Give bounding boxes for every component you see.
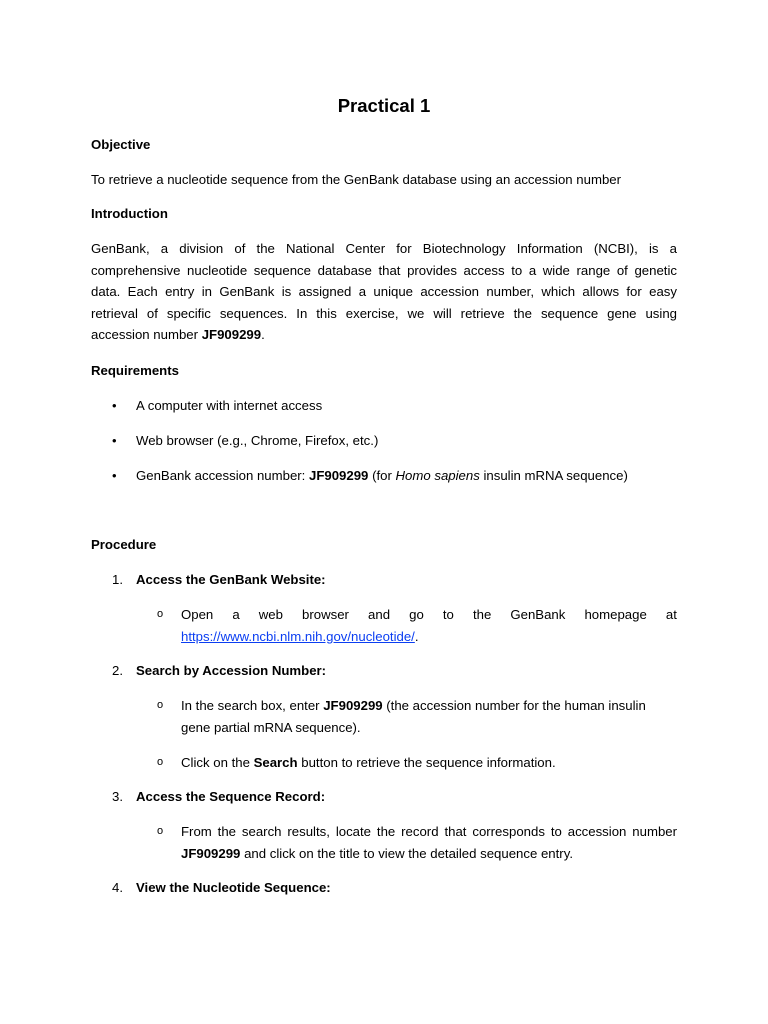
word: GenBank — [510, 607, 566, 622]
step-title: View the Nucleotide Sequence: — [136, 880, 331, 895]
introduction-line — [91, 324, 677, 346]
introduction-line: comprehensive nucleotide sequence database that provides access to a wide range of genetic — [91, 262, 677, 278]
sub-bullet-icon: o — [157, 608, 164, 620]
step-number: 3. — [112, 789, 123, 804]
word: the — [472, 607, 492, 622]
bullet-icon: • — [112, 433, 117, 448]
word: go — [409, 607, 424, 622]
period: . — [414, 628, 419, 644]
instruction-line: From the search results, locate the record that corresponds to accession number — [181, 824, 677, 839]
step-number: 2. — [112, 663, 123, 678]
step-title: Access the Sequence Record: — [136, 789, 326, 804]
accession-prefix: accession number — [91, 327, 202, 343]
page-title: Practical 1 — [337, 95, 431, 116]
word: web — [258, 607, 283, 622]
requirement-mid: (for — [368, 468, 396, 483]
word: and — [368, 607, 391, 622]
species-name: Homo sapiens — [395, 468, 480, 483]
word: a — [232, 607, 240, 622]
search-keyword: Search — [253, 755, 298, 770]
instruction-prefix: Click on the — [181, 755, 254, 770]
step-number: 1. — [112, 572, 123, 587]
instruction-line: gene partial mRNA sequence). — [181, 719, 361, 735]
accession-number: JF909299 — [181, 845, 241, 861]
step-title: Access the GenBank Website: — [136, 572, 326, 587]
procedure-heading: Procedure — [91, 537, 157, 552]
introduction-line: data. Each entry in GenBank is assigned a unique accession number, which allows for easy — [91, 284, 677, 300]
sub-bullet-icon: o — [157, 825, 164, 837]
introduction-heading: Introduction — [91, 206, 168, 221]
word: homepage — [584, 607, 647, 622]
accession-number: JF909299 — [323, 698, 383, 713]
step-instruction — [181, 695, 677, 738]
instruction-prefix: In the search box, enter — [181, 698, 324, 713]
ncbi-nucleotide-link[interactable]: https://www.ncbi.nlm.nih.gov/nucleotide/ — [181, 628, 415, 644]
requirement-item — [136, 465, 628, 487]
word: at — [665, 607, 677, 622]
step-number: 4. — [112, 880, 123, 895]
instruction-suffix: button to retrieve the sequence information. — [297, 755, 556, 770]
justified-line — [181, 604, 677, 626]
bullet-icon: • — [112, 468, 117, 483]
objective-text: To retrieve a nucleotide sequence from the GenBank database using an accession number — [91, 172, 622, 187]
accession-number: JF909299 — [201, 327, 262, 343]
period: . — [261, 327, 265, 343]
requirement-item: Web browser (e.g., Chrome, Firefox, etc.) — [136, 433, 379, 448]
instruction-suffix: and click on the title to view the detailed sequence entry. — [240, 845, 573, 861]
sub-bullet-icon: o — [157, 756, 164, 768]
instruction-suffix: (the accession number for the human insulin — [382, 698, 646, 713]
requirements-heading: Requirements — [91, 363, 179, 378]
step-title: Search by Accession Number: — [136, 663, 327, 678]
introduction-paragraph — [91, 238, 677, 346]
word: Open — [181, 607, 214, 622]
step-instruction — [181, 752, 677, 774]
word: to — [442, 607, 454, 622]
requirement-item: A computer with internet access — [136, 398, 323, 413]
introduction-line: GenBank, a division of the National Center for Biotechnology Information (NCBI), is a — [91, 241, 677, 256]
sub-bullet-icon: o — [157, 699, 164, 711]
requirement-suffix: insulin mRNA sequence) — [479, 468, 628, 483]
introduction-line: retrieval of specific sequences. In this exercise, we will retrieve the sequence gene using — [91, 305, 677, 321]
accession-number: JF909299 — [309, 468, 369, 483]
objective-heading: Objective — [91, 137, 151, 152]
bullet-icon: • — [112, 398, 117, 413]
word: browser — [302, 607, 349, 622]
step-instruction — [181, 604, 677, 647]
step-instruction — [181, 821, 677, 864]
requirement-prefix: GenBank accession number: — [136, 468, 309, 483]
